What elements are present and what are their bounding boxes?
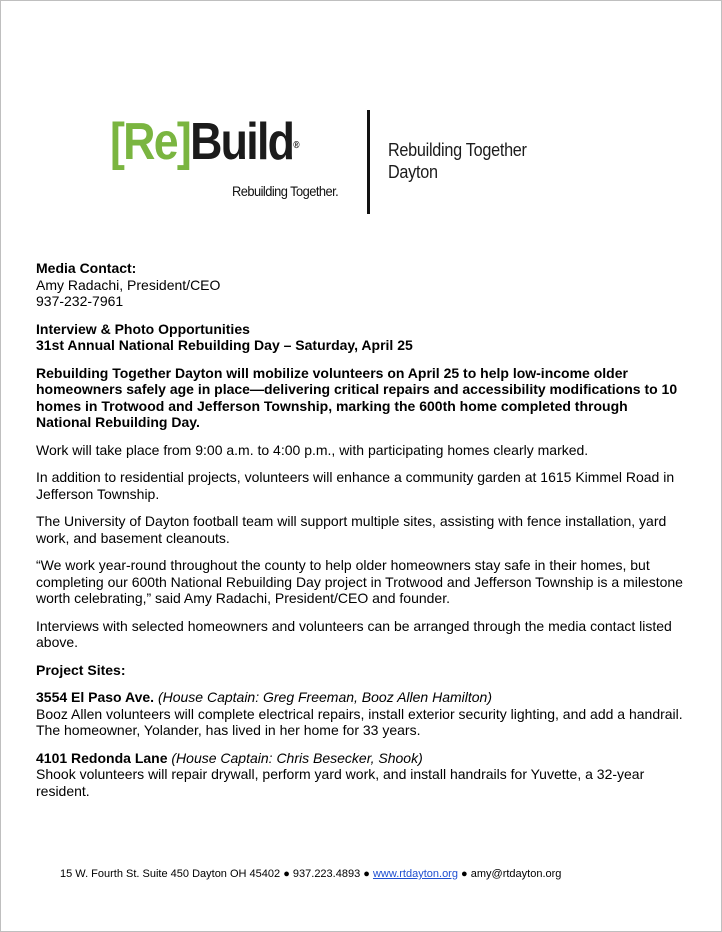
event-line1: Interview & Photo Opportunities	[36, 320, 250, 337]
site-address: 4101 Redonda Lane	[36, 749, 168, 766]
site-item	[36, 750, 686, 800]
media-contact-phone: 937-232-7961	[36, 293, 124, 309]
footer-bullet: ●	[363, 868, 370, 880]
footer-address: 15 W. Fourth St. Suite 450 Dayton OH 45402	[60, 868, 281, 880]
sites-heading: Project Sites:	[36, 661, 126, 678]
site-description: Shook volunteers will repair drywall, perform yard work, and install handrails for Yuvette, a 32-year resident.	[36, 766, 645, 799]
org-name-line2: Dayton	[388, 162, 438, 182]
footer	[60, 868, 561, 880]
footer-email: amy@rtdayton.org	[470, 868, 562, 880]
paragraph-quote: “We work year-round throughout the county to help older homeowners stay safe in their homes, but completing our 600th National Rebuilding Day project in Trotwood and Jefferson Township is a milestone worth celebrating,” said Amy Radachi, President/CEO and founder.	[36, 557, 683, 606]
media-contact-name: Amy Radachi, President/CEO	[36, 276, 221, 293]
paragraph-football: The University of Dayton football team will support multiple sites, assisting with fence installation, yard work, and basement cleanouts.	[36, 513, 667, 546]
media-contact	[36, 260, 686, 310]
media-contact-heading: Media Contact:	[36, 260, 137, 276]
paragraph-hours: Work will take place from 9:00 a.m. to 4:00 p.m., with participating homes clearly marked.	[36, 441, 589, 458]
org-name	[388, 139, 527, 183]
logo-re: Re	[123, 113, 177, 171]
footer-website-link[interactable]: www.rtdayton.org	[372, 868, 458, 880]
footer-phone: 937.223.4893	[292, 868, 361, 880]
site-address: 3554 El Paso Ave.	[36, 689, 155, 705]
footer-bullet: ●	[461, 868, 468, 880]
event-line2: 31st Annual National Rebuilding Day – Saturday, April 25	[36, 337, 413, 353]
logo-bracket-open: [	[110, 113, 124, 171]
logo-divider	[367, 110, 370, 214]
org-name-line1: Rebuilding Together	[388, 140, 527, 160]
footer-bullet: ●	[283, 868, 290, 880]
paragraph-garden: In addition to residential projects, volunteers will enhance a community garden at 1615 Kimmel Road in Jefferson Township.	[36, 469, 675, 502]
paragraph-interviews: Interviews with selected homeowners and volunteers can be arranged through the media contact listed above.	[36, 617, 672, 650]
site-item	[36, 689, 686, 739]
site-captain: (House Captain: Greg Freeman, Booz Allen Hamilton)	[157, 689, 493, 705]
lead-paragraph: Rebuilding Together Dayton will mobilize volunteers on April 25 to help low-income older homeowners safely age in place—delivering critical repairs and accessibility modifications to 10 homes in Trotwood and Jefferson Township, marking the 600th home completed through National Rebuilding Day.	[36, 364, 678, 430]
rebuild-logo	[110, 112, 339, 199]
logo-wordmark	[110, 112, 298, 172]
logo-trademark: ®	[293, 140, 298, 151]
site-description: Booz Allen volunteers will complete electrical repairs, install exterior security lighting, and add a handrail. The homeowner, Yolander, has lived in her home for 33 years.	[36, 705, 683, 738]
site-captain: (House Captain: Chris Besecker, Shook)	[171, 749, 423, 766]
logo-bracket-close: ]	[176, 113, 191, 171]
event-title	[36, 321, 686, 354]
logo-build: Build	[190, 113, 294, 171]
logo-tagline: Rebuilding Together.	[232, 183, 339, 199]
press-release-body	[36, 260, 686, 810]
